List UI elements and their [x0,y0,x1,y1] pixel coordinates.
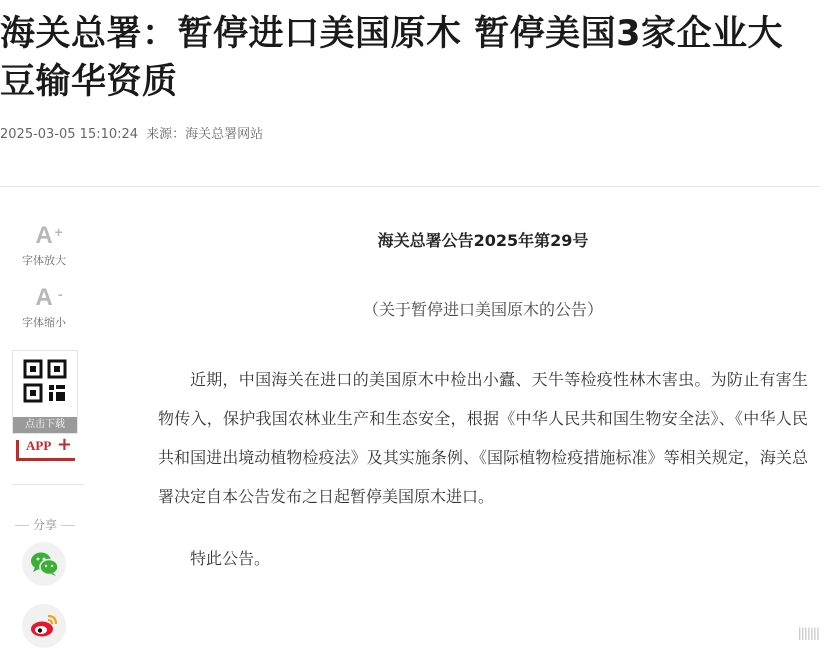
weibo-icon [28,610,60,642]
wechat-icon [28,548,60,580]
document-closing: 特此公告。 [190,549,271,568]
font-increase-icon: A + [35,222,63,249]
font-decrease-button[interactable] [14,284,74,330]
font-decrease-label: 字体缩小 [22,316,66,329]
qr-code-icon [23,359,67,403]
font-decrease-icon: A - [35,284,63,311]
document-paragraph: 近期，中国海关在进口的美国原木中检出小蠹、天牛等检疫性林木害虫。为防止有害生物传入，保护我国农林业生产和生态安全，根据《中华人民共和国生物安全法》、《中华人民共和国进出境动植物检疫法》及其实施条例、《国际植物检疫措施标准》等相关规定，海关总署决定自本公告发布之日起暂停美国原木进口。 [158,370,808,506]
article-meta [0,123,263,142]
article-headline: 海关总署：暂停进口美国原木 暂停美国3家企业大豆输华资质 [0,14,784,102]
font-increase-button[interactable] [14,222,74,268]
rail-divider [12,484,84,485]
app-plus-icon: + [56,434,72,455]
share-label: 分享 [8,516,82,533]
share-wechat-button[interactable] [22,542,66,586]
article-source: 来源：海关总署网站 [146,127,264,142]
publish-timestamp: 2025-03-05 15:10:24 [0,127,139,142]
app-badge[interactable] [16,434,74,462]
watermark: ||||||| [797,626,819,640]
qr-caption: 点击下载 [13,417,77,433]
share-weibo-button[interactable] [22,604,66,648]
header-divider [0,186,820,187]
app-download-qr[interactable] [12,350,78,434]
font-increase-label: 字体放大 [22,254,66,267]
app-label: APP [26,438,52,453]
article-body [158,220,808,569]
document-title: 海关总署公告2025年第29号 [377,231,589,250]
document-subtitle: （关于暂停进口美国原木的公告） [362,300,603,319]
